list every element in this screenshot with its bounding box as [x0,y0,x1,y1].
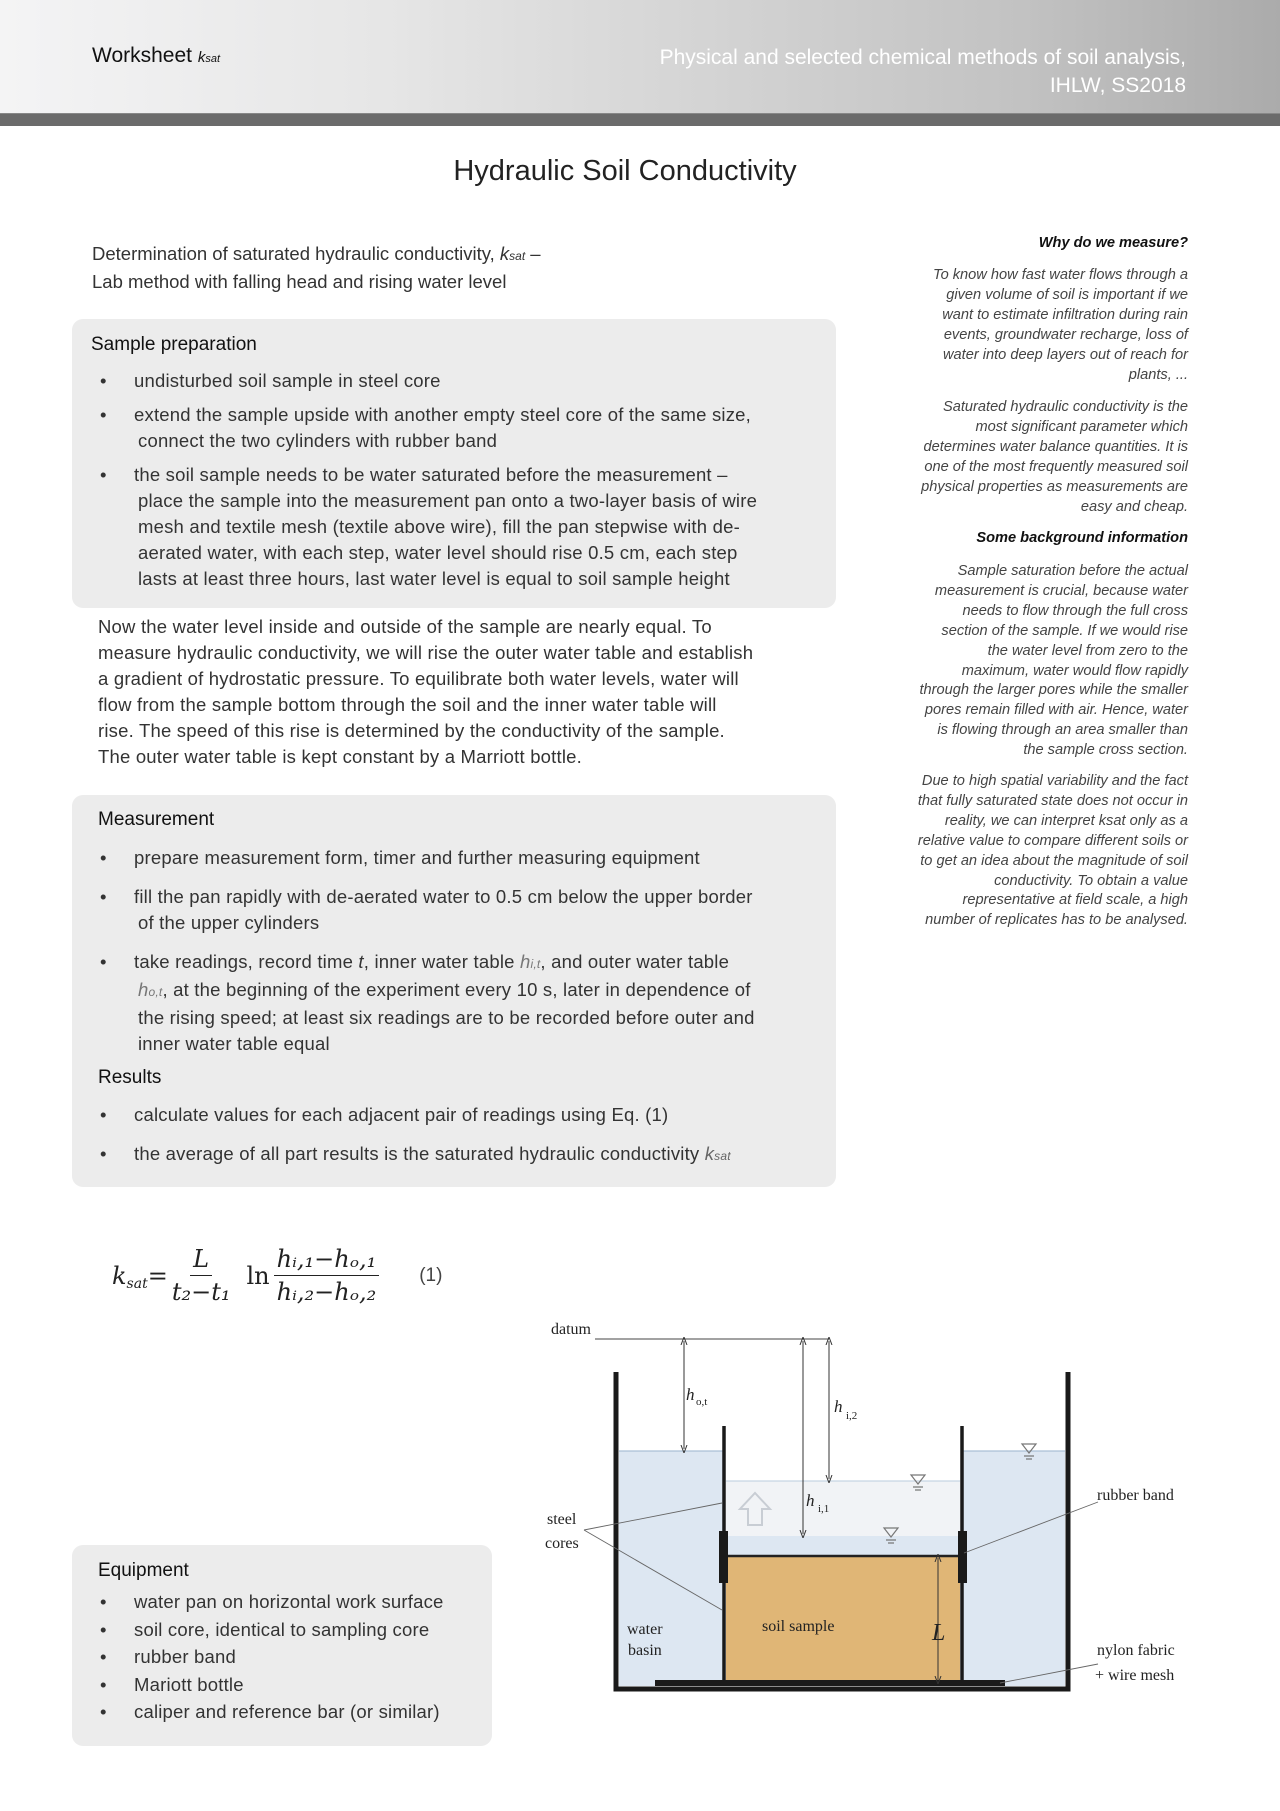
eq-lhs: k [112,1261,127,1290]
denominator: t₂−t₁ [171,1278,231,1306]
item-text: extend the sample upside with another empty steel core of the same size, [134,404,752,425]
var-t: t [358,951,364,972]
item-text: the rising speed; at least six readings are to be recorded before outer and [138,1007,755,1028]
var-h: h [138,979,149,1000]
item-text: fill the pan rapidly with de-aerated water to 0.5 cm below the upper border [134,886,753,907]
eq-sign: = [147,1261,168,1290]
label-h-ot-sub: o,t [696,1396,708,1408]
equipment-item: • soil core, identical to sampling core [96,1616,496,1644]
item-text: take readings, record time [134,951,359,972]
page-title: Hydraulic Soil Conductivity [453,155,797,187]
numerator: hᵢ,₁−hₒ,₁ [274,1245,380,1276]
sidebar-heading: Some background information [976,530,1188,546]
ksat-var: k [704,1143,715,1164]
sidebar-line: maximum, water would flow rapidly [961,662,1188,679]
sidebar-line: events, groundwater recharge, loss of [943,326,1188,343]
rubber-band-right [958,1531,967,1583]
item-text: of the upper cylinders [138,912,320,933]
item-text: undisturbed soil sample in steel core [134,370,441,391]
item-text: calculate values for each adjacent pair of readings using Eq. (1) [134,1104,669,1125]
sidebar-line: given volume of soil is important if we [946,286,1188,303]
intro-text: Determination of saturated hydraulic conductivity, [92,243,500,264]
label-h-i1-sub: i,1 [818,1503,830,1515]
sidebar-line: number of replicates has to be analysed. [925,912,1188,929]
item-text: aerated water, with each step, water level should rise 0.5 cm, each step [138,542,738,563]
sidebar-line: the water level from zero to the [987,642,1188,659]
sidebar-line: relative value to compare different soils or [917,832,1188,849]
sidebar-line: reality, we can interpret ksat only as a [944,812,1188,829]
sidebar-line: the sample cross section. [1023,742,1188,759]
sidebar-line: that fully saturated state does not occur in [917,792,1188,809]
item-text: prepare measurement form, timer and further measuring equipment [134,847,700,868]
item-text: the average of all part results is the saturated hydraulic conductivity [134,1143,705,1164]
var-sub: o,t [148,985,163,999]
section-heading: Equipment [98,1560,189,1581]
label-datum: datum [551,1321,591,1338]
label-water-basin: water [627,1621,663,1638]
sidebar-line: most significant parameter which [975,418,1188,435]
inner-water-initial [726,1536,960,1556]
label-water-basin: basin [628,1642,662,1659]
label-rubber-band: rubber band [1097,1487,1174,1504]
paragraph-line: Now the water level inside and outside of the sample are nearly equal. To [98,616,712,637]
worksheet-label: Worksheet [92,44,192,67]
label-L: L [932,1620,946,1646]
sidebar-line: conductivity. To obtain a value [994,872,1188,889]
label-soil-sample: soil sample [762,1618,835,1635]
sidebar-line: to get an idea about the magnitude of soil [920,852,1188,869]
worksheet-var: k [197,49,206,66]
sidebar-line: measurement is crucial, because water [934,582,1188,599]
sidebar-line: determines water balance quantities. It is [923,438,1188,455]
item-text: lasts at least three hours, last water level is equal to soil sample height [138,568,730,589]
sidebar-line: water into deep layers out of reach for [943,346,1188,363]
intro-line: Lab method with falling head and rising water level [92,271,507,292]
ksat-sub: sat [509,249,526,263]
equipment-item: • caliper and reference bar (or similar) [96,1698,496,1726]
sidebar-line: Sample saturation before the actual [957,563,1188,579]
sidebar-line: Due to high spatial variability and the fact [921,773,1188,789]
equipment-item: • water pan on horizontal work surface [96,1588,496,1616]
equipment-item: • Mariott bottle [96,1671,496,1699]
var-sub: i,t [530,957,541,971]
equation-number: (1) [419,1264,443,1286]
eq-lhs-sub: sat [126,1275,148,1292]
item-text: , at the beginning of the experiment every 10 s, later in dependence of [162,979,751,1000]
ksat-var: k [499,243,510,264]
outer-water-right [962,1451,1065,1686]
sidebar-line: representative at field scale, a high [962,892,1188,909]
item-text: the soil sample needs to be water saturated before the measurement – [134,464,728,485]
sidebar-line: section of the sample. If we would rise [941,622,1188,639]
sidebar-line: easy and cheap. [1080,498,1188,515]
sidebar-line: Saturated hydraulic conductivity is the [943,399,1188,415]
sidebar-heading: Why do we measure? [1038,235,1188,251]
sidebar-line: is flowing through an area smaller than [937,722,1188,739]
sidebar-line: plants, ... [1128,366,1188,383]
ksat-sub: sat [714,1149,731,1163]
section-heading: Results [98,1067,162,1088]
item-text: , inner water table [363,951,520,972]
course-line: Physical and selected chemical methods of soil analysis, [659,46,1186,69]
label-nylon-fabric: nylon fabric [1097,1642,1175,1659]
sidebar-line: needs to flow through the full cross [962,602,1188,619]
label-steel-cores: steel [547,1511,577,1528]
course-line: IHLW, SS2018 [1049,74,1186,97]
sidebar-line: one of the most frequently measured soil [924,458,1188,475]
sidebar-line: want to estimate infiltration during rain [942,306,1188,323]
paragraph-line: rise. The speed of this rise is determined by the conductivity of the sample. [98,720,725,741]
label-steel-cores: cores [545,1535,579,1552]
sidebar-line: pores remain filled with air. Hence, water [924,702,1188,719]
label-h-i1: h [806,1491,815,1510]
label-h-i2: h [834,1397,843,1416]
item-text: connect the two cylinders with rubber band [138,430,498,451]
wire-mesh [655,1680,1005,1686]
intro-dash: – [525,243,541,264]
label-h-i2-sub: i,2 [846,1410,858,1422]
label-h-ot: h [686,1385,695,1404]
equipment-item: • rubber band [96,1643,496,1671]
label-wire-mesh: + wire mesh [1095,1667,1175,1684]
sidebar-line: To know how fast water flows through a [933,267,1188,283]
paragraph-line: measure hydraulic conductivity, we will rise the outer water table and establish [98,642,754,663]
sidebar-line: through the larger pores while the smaller [919,682,1188,699]
sidebar-line: physical properties as measurements are [921,478,1188,495]
rubber-band-left [719,1531,728,1583]
item-text: place the sample into the measurement pan onto a two-layer basis of wire [138,490,758,511]
ln-operator: ln [246,1261,270,1290]
numerator: L [190,1245,212,1276]
worksheet-sub: sat [205,53,221,65]
section-heading: Sample preparation [91,334,257,355]
item-text: mesh and textile mesh (textile above wire), fill the pan stepwise with de- [138,516,740,537]
paragraph-line: flow from the sample bottom through the soil and the inner water table will [98,694,717,715]
denominator: hᵢ,₂−hₒ,₂ [276,1278,377,1306]
var-h: h [519,951,531,972]
paragraph-line: a gradient of hydrostatic pressure. To equilibrate both water levels, water will [98,668,739,689]
item-text: , and outer water table [540,951,730,972]
paragraph-line: The outer water table is kept constant by a Marriott bottle. [98,746,582,767]
item-text: inner water table equal [138,1033,330,1054]
section-heading: Measurement [98,809,215,830]
